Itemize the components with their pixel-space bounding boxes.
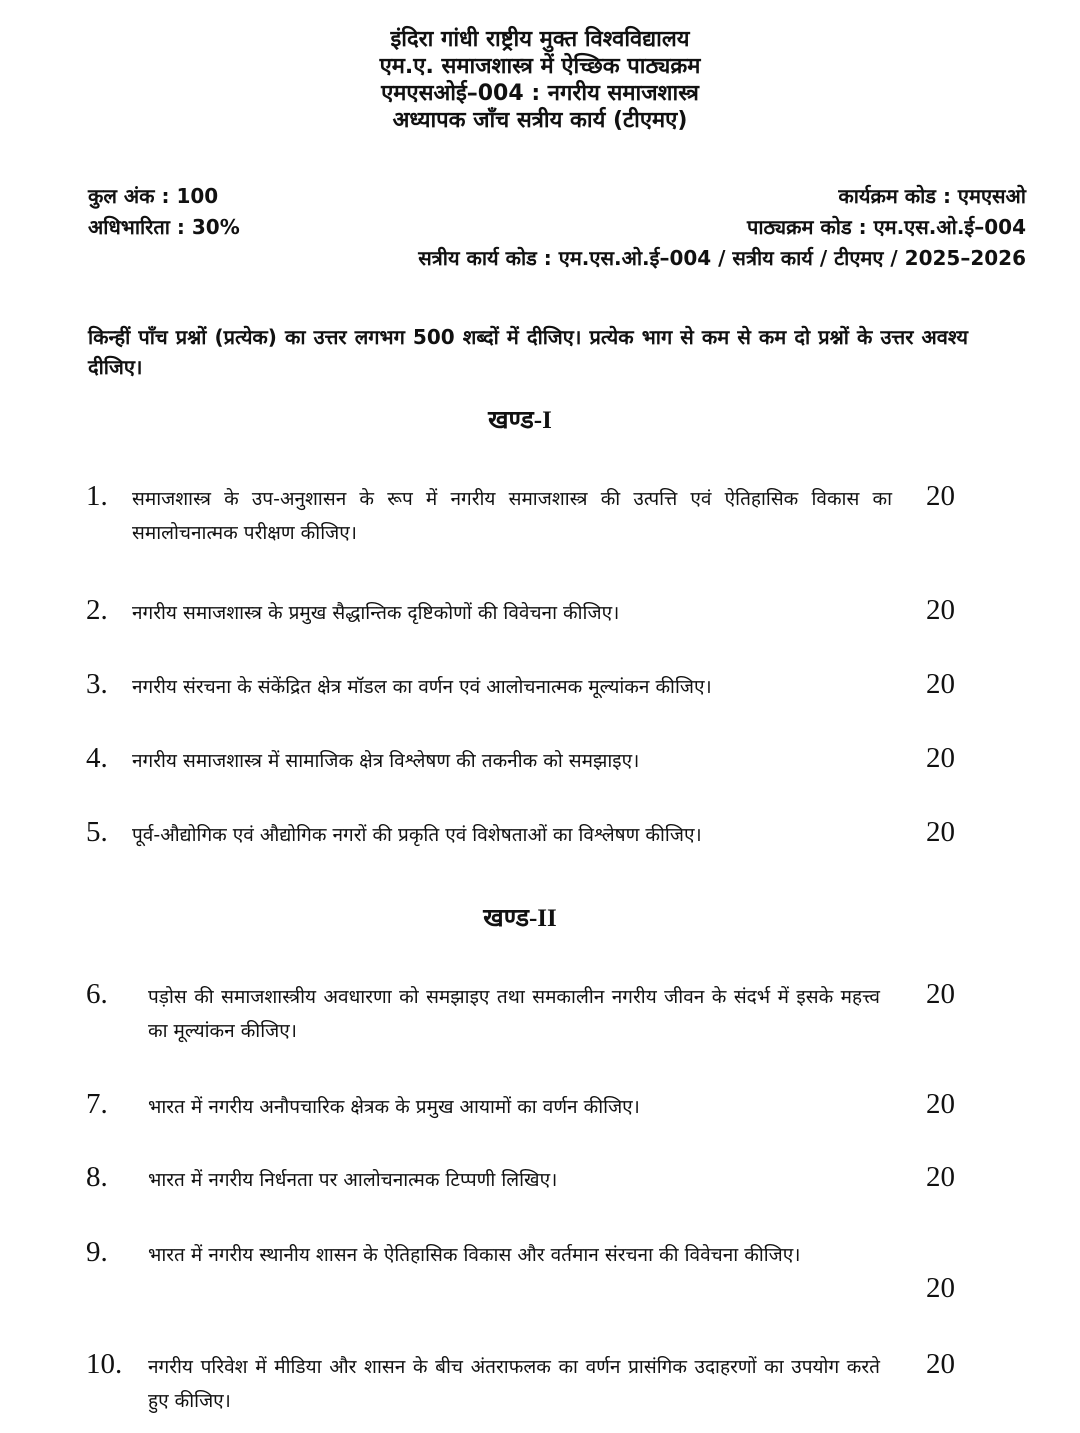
assignment-code: सत्रीय कार्य कोड : एम.एस.ओ.ई–004 / सत्रीय कार्य / टीएमए / 2025–2026 [418, 246, 1026, 270]
question-number: 8. [86, 1161, 108, 1193]
section-title: खण्ड-II [483, 905, 557, 932]
question-number: 4. [86, 742, 108, 774]
weightage: अधिभारिता : 30% [88, 215, 240, 239]
question-text: नगरीय संरचना के संकेंद्रित क्षेत्र मॉडल का वर्णन एवं आलोचनात्मक मूल्यांकन कीजिए। [132, 676, 712, 698]
question-marks: 20 [926, 816, 955, 848]
question-number: 5. [86, 816, 108, 848]
question-text: नगरीय समाजशास्त्र में सामाजिक क्षेत्र विश्लेषण की तकनीक को समझाइए। [132, 750, 640, 772]
question-text: नगरीय परिवेश में मीडिया और शासन के बीच अंतराफलक का वर्णन प्रासंगिक उदाहरणों का उपयोग करते हुए कीजिए। [148, 1356, 880, 1412]
question-marks: 20 [926, 1348, 955, 1380]
section-title: खण्ड-I [488, 407, 552, 434]
programme-title: एम.ए. समाजशास्त्र में ऐच्छिक पाठ्यक्रम [379, 54, 701, 79]
question-text: भारत में नगरीय स्थानीय शासन के ऐतिहासिक विकास और वर्तमान संरचना की विवेचना कीजिए। [148, 1244, 801, 1266]
question-marks: 20 [926, 1161, 955, 1193]
question-number: 7. [86, 1088, 108, 1120]
question-number: 2. [86, 594, 108, 626]
question-number: 9. [86, 1236, 108, 1268]
document-header [0, 26, 1080, 134]
question-marks: 20 [926, 594, 955, 626]
instruction-text: किन्हीं पाँच प्रश्नों (प्रत्येक) का उत्तर लगभग 500 शब्दों में दीजिए। प्रत्येक भाग से कम से कम दो प्रश्नों के उत्तर अवश्य दीजिए। [88, 325, 968, 379]
programme-code: कार्यक्रम कोड : एमएसओ [838, 184, 1026, 208]
question-number: 3. [86, 668, 108, 700]
question-marks: 20 [926, 480, 955, 512]
question-marks: 20 [926, 1088, 955, 1120]
question-text: समाजशास्त्र के उप-अनुशासन के रूप में नगरीय समाजशास्त्र की उत्पत्ति एवं ऐतिहासिक विकास का समालोचनात्मक परीक्षण कीजिए। [132, 488, 892, 544]
question-text: भारत में नगरीय निर्धनता पर आलोचनात्मक टिप्पणी लिखिए। [148, 1169, 558, 1191]
question-marks: 20 [926, 978, 955, 1010]
question-text: पूर्व-औद्योगिक एवं औद्योगिक नगरों की प्रकृति एवं विशेषताओं का विश्लेषण कीजिए। [132, 824, 702, 846]
question-number: 6. [86, 978, 108, 1010]
question-marks: 20 [926, 668, 955, 700]
university-name: इंदिरा गांधी राष्ट्रीय मुक्त विश्वविद्यालय [390, 27, 690, 52]
course-title: एमएसओई–004 : नगरीय समाजशास्त्र [381, 81, 699, 106]
total-marks: कुल अंक : 100 [88, 184, 219, 208]
question-number: 10. [86, 1348, 123, 1380]
question-text: पड़ोस की समाजशास्त्रीय अवधारणा को समझाइए तथा समकालीन नगरीय जीवन के संदर्भ में इसके महत्त्व का मूल्यांकन कीजिए। [148, 986, 880, 1042]
question-number: 1. [86, 480, 108, 512]
question-marks: 20 [926, 742, 955, 774]
course-code: पाठ्यक्रम कोड : एम.एस.ओ.ई–004 [747, 215, 1026, 239]
question-text: नगरीय समाजशास्त्र के प्रमुख सैद्धान्तिक दृष्टिकोणों की विवेचना कीजिए। [132, 602, 620, 624]
question-text: भारत में नगरीय अनौपचारिक क्षेत्रक के प्रमुख आयामों का वर्णन कीजिए। [148, 1096, 640, 1118]
question-marks: 20 [926, 1272, 955, 1304]
assignment-title: अध्यापक जाँच सत्रीय कार्य (टीएमए) [392, 108, 688, 133]
